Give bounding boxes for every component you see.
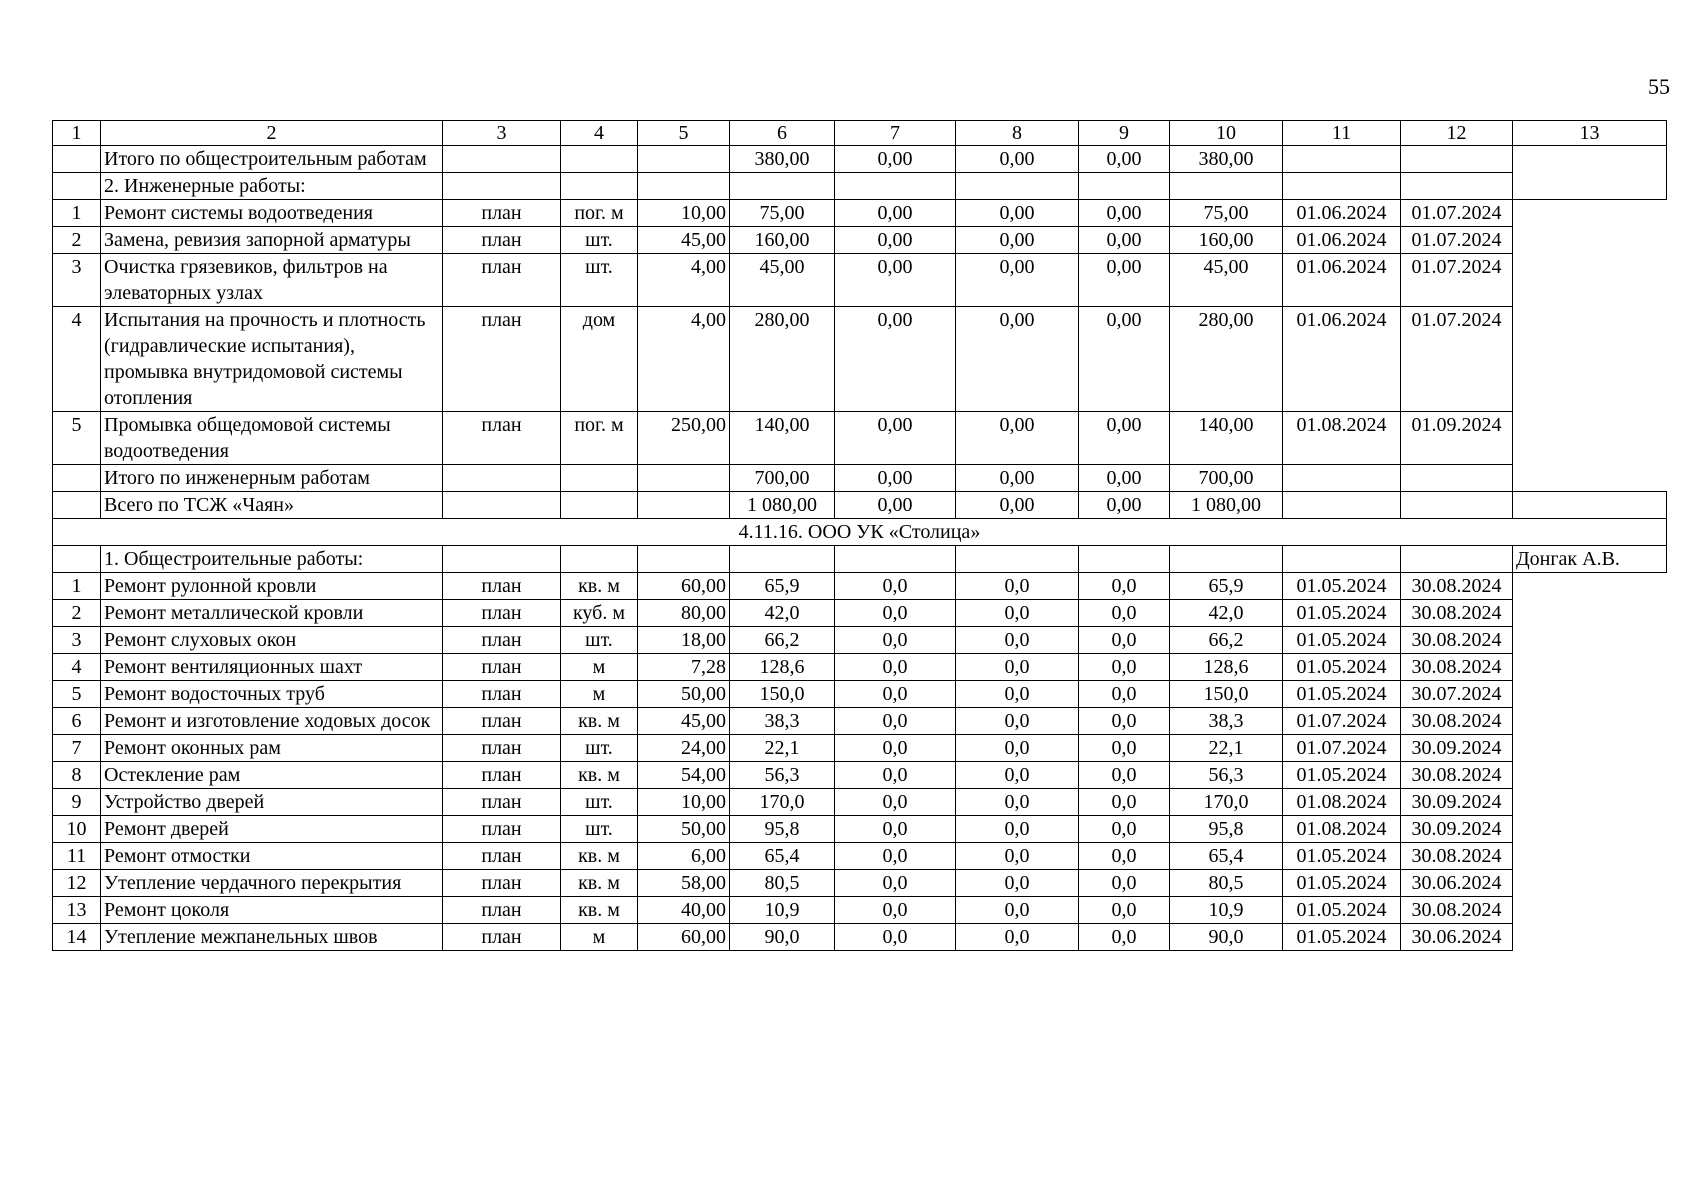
quantity: 50,00	[638, 681, 730, 708]
responsible-person: Донгак А.В.	[1513, 546, 1667, 573]
cell-col6: 56,3	[730, 762, 835, 789]
cell-col6: 1 080,00	[730, 492, 835, 519]
cell-col7: 0,00	[835, 307, 956, 412]
table-row	[53, 843, 1667, 870]
cell-col8: 0,0	[956, 600, 1079, 627]
work-name: Замена, ревизия запорной арматуры	[101, 227, 443, 254]
cell-col7: 0,0	[835, 681, 956, 708]
cell-col6: 38,3	[730, 708, 835, 735]
cell-col8: 0,0	[956, 573, 1079, 600]
row-number: 7	[53, 735, 101, 762]
table-row	[53, 789, 1667, 816]
quantity: 250,00	[638, 412, 730, 465]
cell-col8: 0,0	[956, 870, 1079, 897]
cell-col8: 0,00	[956, 465, 1079, 492]
start-date: 01.06.2024	[1283, 307, 1401, 412]
section-heading: 2. Инженерные работы:	[101, 173, 443, 200]
cell-col8: 0,00	[956, 412, 1079, 465]
work-type: план	[443, 816, 561, 843]
header-cell: 9	[1079, 121, 1170, 146]
unit: кв. м	[561, 708, 638, 735]
table-row	[53, 600, 1667, 627]
end-date: 30.06.2024	[1401, 870, 1513, 897]
cell-col6: 10,9	[730, 897, 835, 924]
unit: шт.	[561, 735, 638, 762]
unit: м	[561, 654, 638, 681]
work-name: Устройство дверей	[101, 789, 443, 816]
end-date: 01.07.2024	[1401, 307, 1513, 412]
cell-col9: 0,00	[1079, 465, 1170, 492]
cell-col10: 66,2	[1170, 627, 1283, 654]
table-row	[53, 254, 1667, 307]
row-number: 2	[53, 227, 101, 254]
table-row	[53, 924, 1667, 951]
unit: кв. м	[561, 762, 638, 789]
header-cell: 4	[561, 121, 638, 146]
work-name: Ремонт цоколя	[101, 897, 443, 924]
start-date: 01.05.2024	[1283, 681, 1401, 708]
work-type: план	[443, 573, 561, 600]
cell-col7: 0,0	[835, 789, 956, 816]
start-date: 01.06.2024	[1283, 254, 1401, 307]
work-type: план	[443, 600, 561, 627]
table-row	[53, 816, 1667, 843]
cell-col10: 22,1	[1170, 735, 1283, 762]
quantity: 7,28	[638, 654, 730, 681]
row-label: Итого по общестроительным работам	[101, 146, 443, 173]
cell-col10: 80,5	[1170, 870, 1283, 897]
end-date: 30.09.2024	[1401, 789, 1513, 816]
cell-col7: 0,00	[835, 200, 956, 227]
cell-col8: 0,0	[956, 762, 1079, 789]
cell-col8: 0,0	[956, 654, 1079, 681]
table-row	[53, 897, 1667, 924]
work-type: план	[443, 412, 561, 465]
cell-col6: 700,00	[730, 465, 835, 492]
start-date: 01.05.2024	[1283, 600, 1401, 627]
row-number: 1	[53, 200, 101, 227]
cell-col8: 0,0	[956, 816, 1079, 843]
cell-col8: 0,0	[956, 627, 1079, 654]
quantity: 4,00	[638, 307, 730, 412]
cell-col6: 95,8	[730, 816, 835, 843]
unit: м	[561, 924, 638, 951]
start-date: 01.08.2024	[1283, 412, 1401, 465]
unit: куб. м	[561, 600, 638, 627]
cell-col6: 150,0	[730, 681, 835, 708]
cell-col6: 22,1	[730, 735, 835, 762]
work-name: Остекление рам	[101, 762, 443, 789]
end-date: 30.08.2024	[1401, 897, 1513, 924]
cell-col8: 0,00	[956, 200, 1079, 227]
start-date: 01.05.2024	[1283, 762, 1401, 789]
total-row	[53, 492, 1667, 519]
row-number: 3	[53, 254, 101, 307]
quantity: 24,00	[638, 735, 730, 762]
work-type: план	[443, 227, 561, 254]
unit: кв. м	[561, 897, 638, 924]
cell-col7: 0,0	[835, 870, 956, 897]
work-name: Ремонт системы водоотведения	[101, 200, 443, 227]
row-number: 8	[53, 762, 101, 789]
header-cell: 5	[638, 121, 730, 146]
quantity: 45,00	[638, 708, 730, 735]
cell-col8: 0,00	[956, 146, 1079, 173]
section-heading: 1. Общестроительные работы:	[101, 546, 443, 573]
work-type: план	[443, 200, 561, 227]
table-row	[53, 708, 1667, 735]
work-name: Ремонт отмостки	[101, 843, 443, 870]
cell-col10: 140,00	[1170, 412, 1283, 465]
cell-col9: 0,0	[1079, 924, 1170, 951]
work-type: план	[443, 708, 561, 735]
header-cell: 11	[1283, 121, 1401, 146]
cell-col8: 0,0	[956, 789, 1079, 816]
cell-col7: 0,0	[835, 762, 956, 789]
unit: дом	[561, 307, 638, 412]
work-type: план	[443, 654, 561, 681]
cell-col9: 0,00	[1079, 227, 1170, 254]
work-type: план	[443, 897, 561, 924]
cell-col9: 0,0	[1079, 843, 1170, 870]
cell-col10: 45,00	[1170, 254, 1283, 307]
cell-col7: 0,00	[835, 412, 956, 465]
cell-col6: 380,00	[730, 146, 835, 173]
cell-col9: 0,00	[1079, 254, 1170, 307]
row-number: 4	[53, 307, 101, 412]
work-name: Утепление чердачного перекрытия	[101, 870, 443, 897]
work-name: Испытания на прочность и плотность (гидравлические испытания), промывка внутридомовой системы отопления	[101, 307, 443, 412]
work-name: Ремонт водосточных труб	[101, 681, 443, 708]
quantity: 60,00	[638, 924, 730, 951]
work-type: план	[443, 870, 561, 897]
cell-col10: 128,6	[1170, 654, 1283, 681]
cell-col10: 380,00	[1170, 146, 1283, 173]
work-name: Промывка общедомовой системы водоотведения	[101, 412, 443, 465]
end-date: 30.08.2024	[1401, 600, 1513, 627]
end-date: 01.07.2024	[1401, 254, 1513, 307]
start-date: 01.06.2024	[1283, 227, 1401, 254]
work-type: план	[443, 924, 561, 951]
row-number: 10	[53, 816, 101, 843]
end-date: 30.09.2024	[1401, 735, 1513, 762]
cell-col7: 0,0	[835, 897, 956, 924]
end-date: 01.07.2024	[1401, 200, 1513, 227]
cell-col9: 0,0	[1079, 897, 1170, 924]
subtotal-eng-row	[53, 465, 1667, 492]
end-date: 30.08.2024	[1401, 627, 1513, 654]
quantity: 54,00	[638, 762, 730, 789]
quantity: 6,00	[638, 843, 730, 870]
works-table	[52, 120, 1667, 951]
unit: кв. м	[561, 573, 638, 600]
cell-col6: 128,6	[730, 654, 835, 681]
table-row	[53, 200, 1667, 227]
work-name: Утепление межпанельных швов	[101, 924, 443, 951]
work-name: Ремонт металлической кровли	[101, 600, 443, 627]
table-row	[53, 573, 1667, 600]
cell-col9: 0,0	[1079, 735, 1170, 762]
cell-col6: 170,0	[730, 789, 835, 816]
row-number: 1	[53, 573, 101, 600]
cell-col8: 0,00	[956, 254, 1079, 307]
work-type: план	[443, 789, 561, 816]
cell-col9: 0,0	[1079, 627, 1170, 654]
table-row	[53, 735, 1667, 762]
cell-col6: 140,00	[730, 412, 835, 465]
quantity: 45,00	[638, 227, 730, 254]
start-date: 01.05.2024	[1283, 897, 1401, 924]
cell-col10: 280,00	[1170, 307, 1283, 412]
cell-col7: 0,0	[835, 924, 956, 951]
start-date: 01.05.2024	[1283, 870, 1401, 897]
cell-col7: 0,0	[835, 573, 956, 600]
cell-col7: 0,00	[835, 492, 956, 519]
cell-col9: 0,0	[1079, 654, 1170, 681]
start-date: 01.07.2024	[1283, 735, 1401, 762]
end-date: 30.08.2024	[1401, 762, 1513, 789]
start-date: 01.05.2024	[1283, 627, 1401, 654]
unit: шт.	[561, 227, 638, 254]
table-row	[53, 627, 1667, 654]
start-date: 01.05.2024	[1283, 924, 1401, 951]
cell-col7: 0,0	[835, 735, 956, 762]
end-date: 30.06.2024	[1401, 924, 1513, 951]
table-row	[53, 227, 1667, 254]
quantity: 40,00	[638, 897, 730, 924]
quantity: 58,00	[638, 870, 730, 897]
cell-col7: 0,0	[835, 600, 956, 627]
row-number: 9	[53, 789, 101, 816]
work-type: план	[443, 762, 561, 789]
work-name: Ремонт оконных рам	[101, 735, 443, 762]
cell-col10: 38,3	[1170, 708, 1283, 735]
responsible-cell-block1	[1513, 146, 1667, 200]
unit: кв. м	[561, 843, 638, 870]
cell-col10: 56,3	[1170, 762, 1283, 789]
cell-col8: 0,0	[956, 924, 1079, 951]
subtotal-general-row	[53, 146, 1667, 173]
cell-col9: 0,0	[1079, 681, 1170, 708]
cell-col10: 170,0	[1170, 789, 1283, 816]
cell-col9: 0,0	[1079, 708, 1170, 735]
cell-col9: 0,0	[1079, 762, 1170, 789]
header-cell: 2	[101, 121, 443, 146]
cell-col7: 0,00	[835, 227, 956, 254]
cell-col6: 66,2	[730, 627, 835, 654]
unit: пог. м	[561, 412, 638, 465]
cell-col6: 75,00	[730, 200, 835, 227]
row-label: Итого по инженерным работам	[101, 465, 443, 492]
cell-col8: 0,0	[956, 843, 1079, 870]
cell-col9: 0,0	[1079, 789, 1170, 816]
cell-col7: 0,0	[835, 816, 956, 843]
work-type: план	[443, 681, 561, 708]
cell-col9: 0,00	[1079, 412, 1170, 465]
cell-col9: 0,00	[1079, 492, 1170, 519]
organization-title: 4.11.16. ООО УК «Столица»	[53, 519, 1667, 546]
header-cell: 10	[1170, 121, 1283, 146]
cell-col10: 65,9	[1170, 573, 1283, 600]
start-date: 01.05.2024	[1283, 573, 1401, 600]
table-row	[53, 654, 1667, 681]
quantity: 10,00	[638, 789, 730, 816]
column-number-row	[53, 121, 1667, 146]
cell-col6: 65,9	[730, 573, 835, 600]
quantity: 60,00	[638, 573, 730, 600]
quantity: 50,00	[638, 816, 730, 843]
row-number: 5	[53, 681, 101, 708]
quantity: 10,00	[638, 200, 730, 227]
cell-col7: 0,0	[835, 843, 956, 870]
start-date: 01.05.2024	[1283, 843, 1401, 870]
unit: пог. м	[561, 200, 638, 227]
unit: шт.	[561, 627, 638, 654]
end-date: 30.08.2024	[1401, 654, 1513, 681]
cell-col10: 160,00	[1170, 227, 1283, 254]
row-label: Всего по ТСЖ «Чаян»	[101, 492, 443, 519]
work-name: Ремонт дверей	[101, 816, 443, 843]
start-date: 01.06.2024	[1283, 200, 1401, 227]
cell-col7: 0,0	[835, 627, 956, 654]
cell-col8: 0,00	[956, 492, 1079, 519]
quantity: 18,00	[638, 627, 730, 654]
work-name: Ремонт рулонной кровли	[101, 573, 443, 600]
table-row	[53, 307, 1667, 412]
cell-col9: 0,00	[1079, 200, 1170, 227]
table-row	[53, 870, 1667, 897]
work-name: Очистка грязевиков, фильтров на элеваторных узлах	[101, 254, 443, 307]
work-type: план	[443, 627, 561, 654]
cell-col6: 42,0	[730, 600, 835, 627]
work-name: Ремонт вентиляционных шахт	[101, 654, 443, 681]
cell-col6: 90,0	[730, 924, 835, 951]
header-cell: 13	[1513, 121, 1667, 146]
cell-col8: 0,0	[956, 681, 1079, 708]
cell-col10: 700,00	[1170, 465, 1283, 492]
row-number: 6	[53, 708, 101, 735]
work-name: Ремонт и изготовление ходовых досок	[101, 708, 443, 735]
start-date: 01.07.2024	[1283, 708, 1401, 735]
cell-col10: 42,0	[1170, 600, 1283, 627]
work-type: план	[443, 254, 561, 307]
unit: шт.	[561, 789, 638, 816]
row-number: 14	[53, 924, 101, 951]
cell-col7: 0,0	[835, 708, 956, 735]
cell-col7: 0,00	[835, 254, 956, 307]
header-cell: 3	[443, 121, 561, 146]
header-cell: 8	[956, 121, 1079, 146]
cell-col6: 65,4	[730, 843, 835, 870]
cell-col9: 0,0	[1079, 600, 1170, 627]
start-date: 01.05.2024	[1283, 654, 1401, 681]
work-name: Ремонт слуховых окон	[101, 627, 443, 654]
cell-col9: 0,0	[1079, 573, 1170, 600]
cell-col9: 0,0	[1079, 816, 1170, 843]
cell-col6: 160,00	[730, 227, 835, 254]
quantity: 80,00	[638, 600, 730, 627]
cell-col8: 0,0	[956, 897, 1079, 924]
row-number: 2	[53, 600, 101, 627]
table-row	[53, 412, 1667, 465]
end-date: 30.08.2024	[1401, 708, 1513, 735]
cell-col8: 0,0	[956, 735, 1079, 762]
header-cell: 6	[730, 121, 835, 146]
cell-col10: 1 080,00	[1170, 492, 1283, 519]
start-date: 01.08.2024	[1283, 789, 1401, 816]
cell-col7: 0,0	[835, 654, 956, 681]
section-heading-row	[53, 546, 1667, 573]
cell-col8: 0,00	[956, 227, 1079, 254]
row-number: 13	[53, 897, 101, 924]
row-number: 12	[53, 870, 101, 897]
table-row	[53, 762, 1667, 789]
work-type: план	[443, 843, 561, 870]
cell-col10: 95,8	[1170, 816, 1283, 843]
table-row	[53, 681, 1667, 708]
row-number: 4	[53, 654, 101, 681]
cell-col9: 0,00	[1079, 146, 1170, 173]
work-type: план	[443, 735, 561, 762]
cell-col6: 45,00	[730, 254, 835, 307]
cell-col8: 0,0	[956, 708, 1079, 735]
row-number: 3	[53, 627, 101, 654]
work-type: план	[443, 307, 561, 412]
unit: кв. м	[561, 870, 638, 897]
cell-col10: 150,0	[1170, 681, 1283, 708]
organization-title-row	[53, 519, 1667, 546]
unit: шт.	[561, 816, 638, 843]
cell-col10: 75,00	[1170, 200, 1283, 227]
header-cell: 7	[835, 121, 956, 146]
end-date: 30.08.2024	[1401, 573, 1513, 600]
cell-col10: 10,9	[1170, 897, 1283, 924]
end-date: 30.08.2024	[1401, 843, 1513, 870]
cell-col10: 90,0	[1170, 924, 1283, 951]
end-date: 30.07.2024	[1401, 681, 1513, 708]
cell-col9: 0,0	[1079, 870, 1170, 897]
cell-col6: 280,00	[730, 307, 835, 412]
cell-col10: 65,4	[1170, 843, 1283, 870]
end-date: 01.07.2024	[1401, 227, 1513, 254]
cell-col8: 0,00	[956, 307, 1079, 412]
unit: м	[561, 681, 638, 708]
cell-col7: 0,00	[835, 146, 956, 173]
cell-col7: 0,00	[835, 465, 956, 492]
page-number: 55	[1648, 74, 1670, 99]
cell-col6: 80,5	[730, 870, 835, 897]
end-date: 30.09.2024	[1401, 816, 1513, 843]
row-number: 11	[53, 843, 101, 870]
quantity: 4,00	[638, 254, 730, 307]
end-date: 01.09.2024	[1401, 412, 1513, 465]
header-cell: 12	[1401, 121, 1513, 146]
cell-col9: 0,00	[1079, 307, 1170, 412]
unit: шт.	[561, 254, 638, 307]
row-number: 5	[53, 412, 101, 465]
start-date: 01.08.2024	[1283, 816, 1401, 843]
section-heading-row	[53, 173, 1667, 200]
header-cell: 1	[53, 121, 101, 146]
